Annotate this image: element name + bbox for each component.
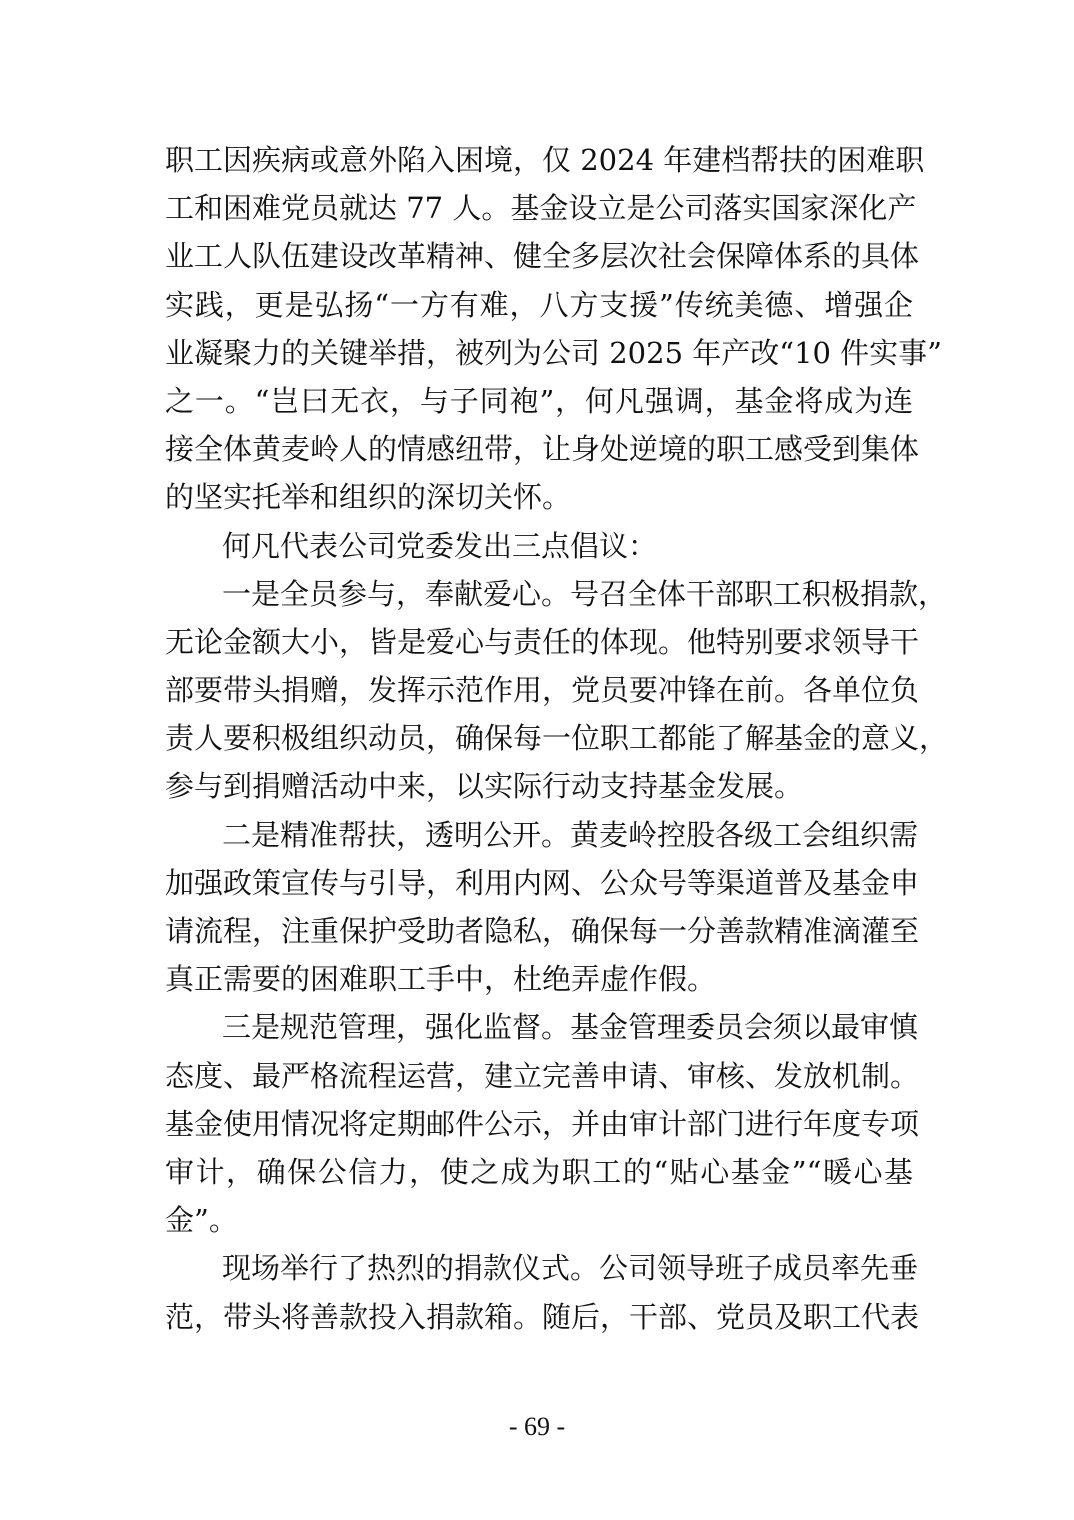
text-line: 参与到捐赠活动中来，以实际行动支持基金发展。 — [165, 769, 804, 804]
text-line: 现场举行了热烈的捐款仪式。公司领导班子成员率先垂 — [222, 1251, 919, 1286]
text-line: 范，带头将善款投入捐款箱。随后，干部、党员及职工代表 — [165, 1299, 920, 1334]
text-line: 审计，确保公信力，使之成为职工的“贴心基金”“暖心基 — [165, 1154, 913, 1189]
text-line: 业工人队伍建设改革精神、健全多层次社会保障体系的具体 — [165, 239, 920, 274]
text-line: 部要带头捐赠，发挥示范作用，党员要冲锋在前。各单位负 — [165, 673, 920, 708]
text-line: 基金使用情况将定期邮件公示，并由审计部门进行年度专项 — [165, 1106, 920, 1141]
text-line: 加强政策宣传与引导，利用内网、公众号等渠道普及基金申 — [165, 865, 920, 900]
text-line: 态度、最严格流程运营，建立完善申请、审核、发放机制。 — [165, 1058, 920, 1093]
text-line: 何凡代表公司党委发出三点倡议： — [222, 528, 658, 563]
text-line: 实践，更是弘扬“一方有难，八方支援”传统美德、增强企 — [165, 287, 913, 322]
page-number: - 69 - — [508, 1412, 566, 1441]
text-line: 之一。“岂曰无衣，与子同袍”，何凡强调，基金将成为连 — [165, 383, 913, 418]
text-line: 业凝聚力的关键举措，被列为公司 2025 年产改“10 件实事” — [165, 335, 943, 370]
text-line: 三是规范管理，强化监督。基金管理委员会须以最审慎 — [222, 1010, 919, 1045]
text-line: 无论金额大小，皆是爱心与责任的体现。他特别要求领导干 — [165, 624, 920, 659]
text-line: 二是精准帮扶，透明公开。黄麦岭控股各级工会组织需 — [222, 817, 919, 852]
text-line: 责人要积极组织动员，确保每一位职工都能了解基金的意义， — [165, 721, 949, 756]
text-line: 接全体黄麦岭人的情感纽带，让身处逆境的职工感受到集体 — [165, 432, 920, 467]
text-line: 金”。 — [165, 1203, 238, 1238]
text-line: 的坚实托举和组织的深切关怀。 — [165, 480, 572, 515]
text-line: 职工因疾病或意外陷入困境，仅 2024 年建档帮扶的困难职 — [165, 143, 925, 177]
document-body — [165, 136, 949, 1341]
text-line: 请流程，注重保护受助者隐私，确保每一分善款精准滴灌至 — [165, 914, 920, 948]
text-line: 工和困难党员就达 77 人。基金设立是公司落实国家深化产 — [165, 191, 917, 226]
text-line: 真正需要的困难职工手中，杜绝弄虚作假。 — [165, 962, 717, 997]
text-line: 一是全员参与，奉献爱心。号召全体干部职工积极捐款， — [222, 576, 948, 611]
